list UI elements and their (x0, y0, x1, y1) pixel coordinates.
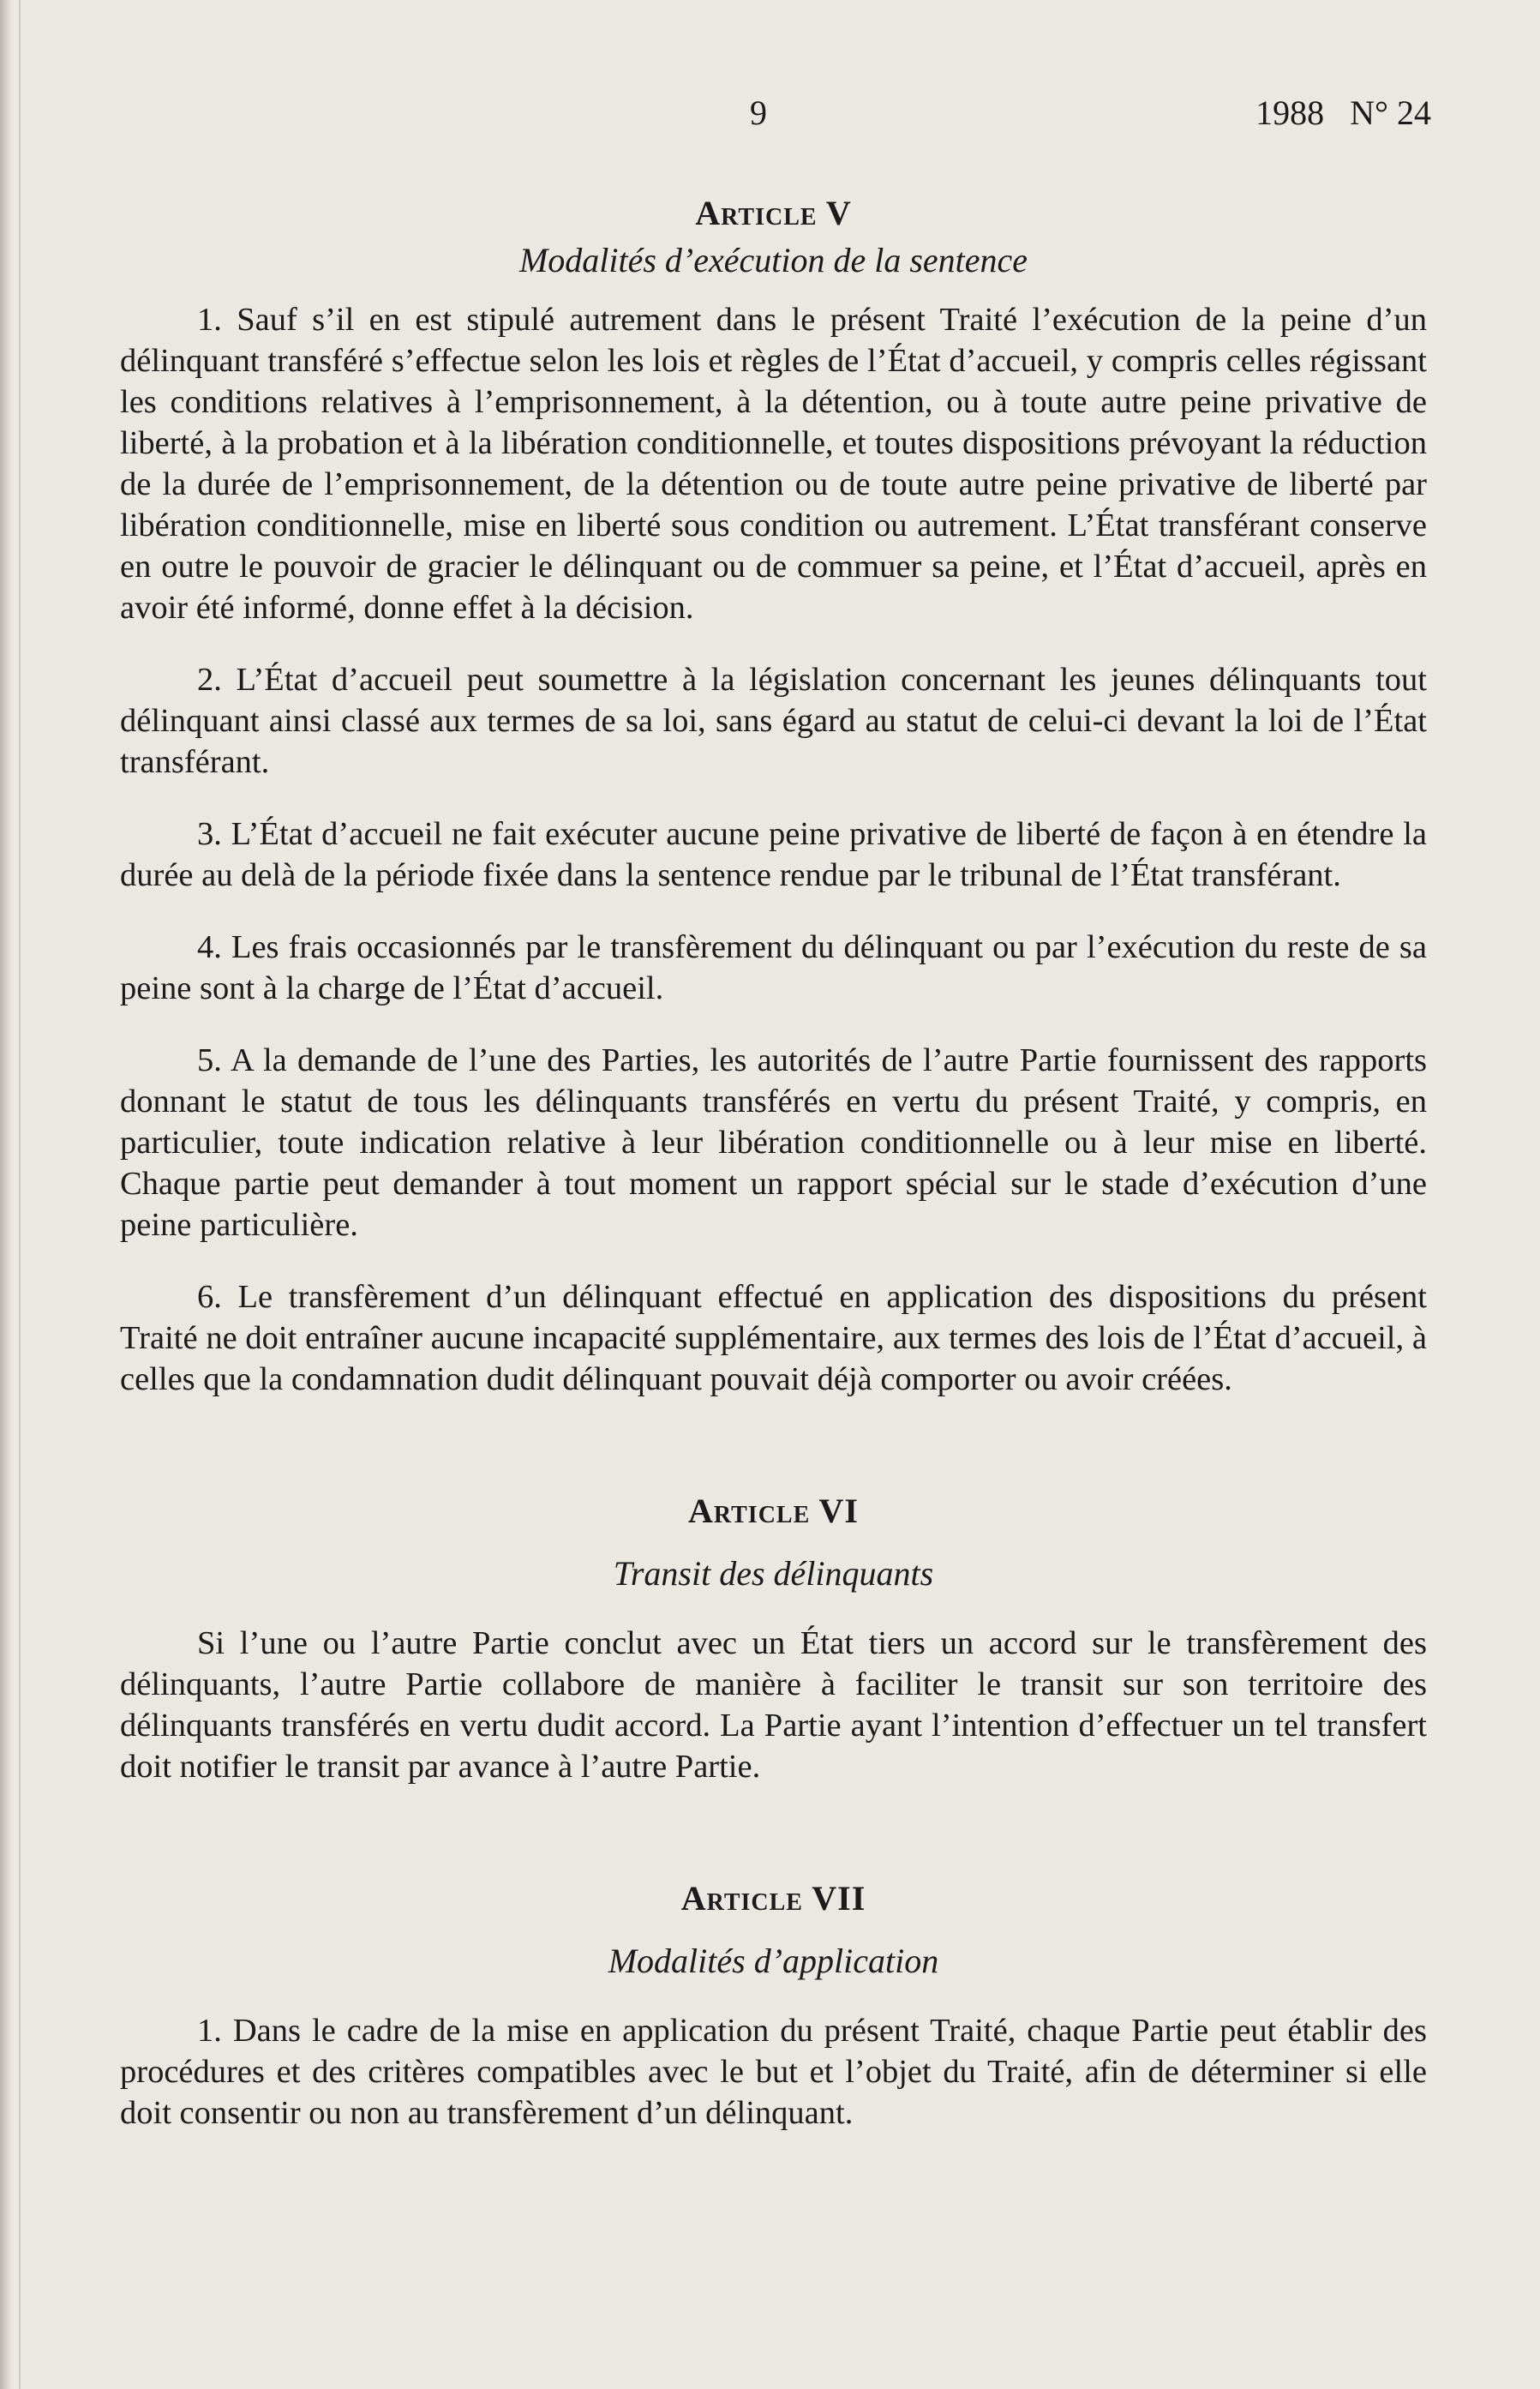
section-spacer (120, 1431, 1427, 1491)
paragraph: 6. Le transfèrement d’un délinquant effectué en application des dispositions du présent Traité ne doit entraîner aucune incapacité supplémentaire, aux termes des lois de l’État d’accueil, à celles que la condamnation dudit délinquant pouvait déjà comporter ou avoir créées. (120, 1279, 1427, 1397)
article-heading: Article V (695, 194, 852, 232)
article-subtitle: Modalités d’exécution de la sentence (518, 241, 1028, 279)
paragraph: 4. Les frais occasionnés par le transfèrement du délinquant ou par l’exécution du reste de sa peine sont à la charge de l’État d’accueil. (120, 929, 1427, 1006)
article-heading: Article VII (680, 1879, 866, 1918)
section-spacer (120, 1818, 1427, 1878)
page-number: 9 (750, 93, 767, 132)
paragraph: 3. L’État d’accueil ne fait exécuter aucune peine privative de liberté de façon à en étendre la durée au delà de la période fixée dans la sentence rendue par le tribunal de l’État transférant. (120, 816, 1427, 893)
article-heading: Article VI (688, 1492, 859, 1530)
article-6 (120, 1491, 1427, 1787)
paragraph: 2. L’État d’accueil peut soumettre à la législation concernant les jeunes délinquants tout délinquant ainsi classé aux termes de sa loi, sans égard au statut de celui-ci devant la loi de l’État transférant. (120, 662, 1427, 780)
document-body (120, 193, 1427, 2164)
article-subtitle: Transit des délinquants (613, 1554, 934, 1593)
page-binding-edge (0, 0, 12, 2389)
page-binding-line (19, 0, 21, 2389)
paragraph: Si l’une ou l’autre Partie conclut avec un État tiers un accord sur le transfèrement des délinquants, l’autre Partie collabore de manière à faciliter le transit sur son territoire des délinquants transférés en vertu dudit accord. La Partie ayant l’intention d’effectuer un tel transfert doit notifier le transit par avance à l’autre Partie. (120, 1625, 1427, 1785)
paragraph: 1. Dans le cadre de la mise en application du présent Traité, chaque Partie peut établir des procédures et des critères compatibles avec le but et l’objet du Traité, afin de déterminer si elle doit consentir ou non au transfèrement d’un délinquant. (120, 2013, 1427, 2131)
page-header (111, 93, 1431, 144)
article-7 (120, 1878, 1427, 2134)
paragraph: 1. Sauf s’il en est stipulé autrement dans le présent Traité l’exécution de la peine d’un délinquant transféré s’effectue selon les lois et règles de l’État d’accueil, y compris celles régissant les conditions relatives à l’emprisonnement, à la détention, ou à toute autre peine privative de liberté, à la probation et à la libération conditionnelle, et toutes dispositions prévoyant la réduction de la durée de l’emprisonnement, de la détention ou de toute autre peine privative de liberté par libération conditionnelle, mise en liberté sous condition ou autrement. L’État transférant conserve en outre le pouvoir de gracier le délinquant ou de commuer sa peine, et l’État d’accueil, après en avoir été informé, donne effet à la décision. (120, 302, 1427, 626)
year-and-number: 1988 N° 24 (1255, 93, 1431, 132)
paragraph: 5. A la demande de l’une des Parties, les autorités de l’autre Partie fournissent des rapports donnant le statut de tous les délinquants transférés en vertu du présent Traité, y compris, en particulier, toute indication relative à leur libération conditionnelle ou à leur mise en liberté. Chaque partie peut demander à tout moment un rapport spécial sur le stade d’exécution d’une peine particulière. (120, 1042, 1427, 1243)
article-subtitle: Modalités d’application (608, 1942, 939, 1980)
article-5 (120, 193, 1427, 1400)
